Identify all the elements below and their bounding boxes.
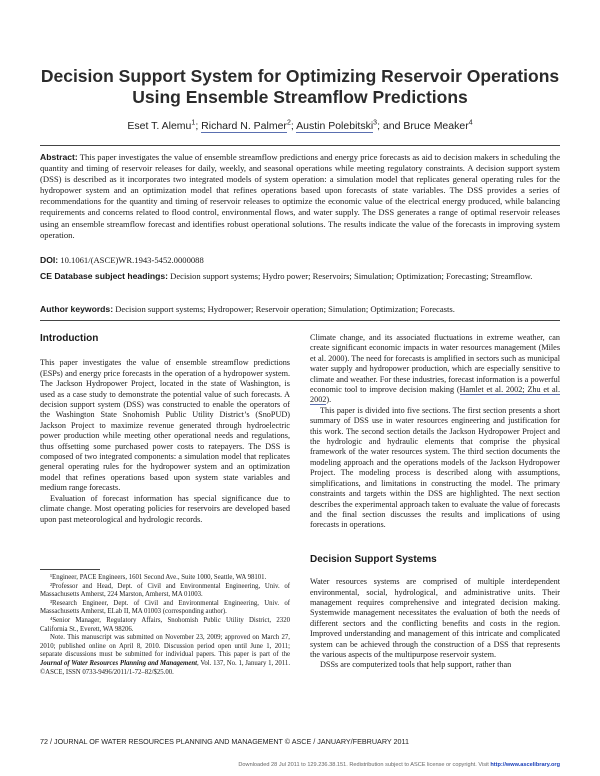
ce-headings <box>40 271 560 282</box>
intro-paragraph-1: This paper investigates the value of ensemble streamflow predictions (ESPs) and energy price forecasts in the operation of a hydropower system. The Jackson Hydropower Project, located in the state of Washington, is used as a case study to demonstrate the potential value of such forecasts. A decision support system (DSS) was constructed to enable the operators of the Washington State Snohomish Public Utility District’s (SnoPUD) Jackson Project to maximize revenue generated through hydroelectric power production while meeting other operational needs and regulations, thus offsetting some purchased power costs to ratepayers. The DSS is composed of two integrated components: a simulation model that replicates general operating rules for the hydropower system and an optimization model that refines operations based upon system state variables and medium range forecasts. <box>40 358 290 493</box>
footnote-rule <box>40 569 100 570</box>
author-3[interactable]: Austin Polebitski$^3$; and <box>296 119 404 132</box>
author-4: Bruce Meaker$^4$ <box>403 119 473 132</box>
right-paragraph-2: This paper is divided into five sections. The first section presents a short summary of DSS use in water resources engineering and justification for this work. The second section details the Jackson Hydropower Project and the hydrologic and hydraulic elements that comprise the physical framework of the water resources system. The third section documents the modeling approach and the operations models of the Jackson Hydropower Project. The modeling process is described along with assumptions, simplifications, and limitations in constructing the model. The primary constraints and targets within the DSS are highlighted. The next section describes the experimental approach taken to evaluate the value of forecasts and the final section discusses the results and implications of using forecasts in operations. <box>310 405 560 530</box>
asce-library-link[interactable]: http://www.ascelibrary.org <box>490 762 560 768</box>
introduction-heading: Introduction <box>40 333 99 344</box>
doi-line <box>40 255 560 266</box>
ce-value: Decision support systems; Hydro power; Reservoirs; Simulation; Optimization; Forecasting; Streamflow. <box>170 271 533 281</box>
dss-paragraph-1: Water resources systems are comprised of multiple interdependent environmental, social, hydrological, and administrative units. Their management requires comprehensive and integrated decision making. Systemwide management necessitates the evaluation of both the needs of different sectors and the conflicting benefits and costs in the region. Improved understanding and management of this intricate and complicated system can be achieved through the construction of a DSS that represents the various aspects of the multipurpose reservoir system. <box>310 577 560 659</box>
ce-label: CE Database subject headings: <box>40 271 168 281</box>
journal-name: Journal of Water Resources Planning and Management <box>40 659 198 667</box>
footnote-4: ⁴Senior Manager, Regulatory Affairs, Snohomish Public Utility District, 2320 California St., Everett, WA 98206. <box>40 616 290 633</box>
abstract <box>40 152 560 241</box>
intro-paragraph-2: Evaluation of forecast information has special significance due to climate change. Most operating policies for reservoirs are developed based upon past meteorological and hydrologic records. <box>40 493 290 524</box>
keywords-label: Author keywords: <box>40 304 114 314</box>
author-2[interactable]: Richard N. Palmer$^2$; <box>201 119 297 132</box>
abstract-text: This paper investigates the value of ensemble streamflow predictions and energy price forecasts as aid to decision makers in scheduling the quantity and timing of reservoir releases for daily, weekly, and seasonal operations while meeting regulatory constraints. A decision support system (DSS) is described as it incorporates two integrated models of system operation: a simulation model that replicates general operating rules for the hydropower system and an optimization model that refines operations based upon forecasts of state variables. The DSS provides a series of recommendations for the quantity and timing of reservoir releases to optimize the economic value of the electrical energy produced, while balancing requirements and concerns related to flood control, environmental flows, and water supply. The DSS generates a range of optimal reservoir releases using an ensemble streamflow forecast and identifies robust operational solutions. The results indicate the value of the forecasts in improving system operation. <box>40 152 561 240</box>
footnote-3: ³Research Engineer, Dept. of Civil and Environmental Engineering, Univ. of Massachusetts Amherst, ELab II, MA 01003 (corresponding author). <box>40 599 290 616</box>
submission-note: Note. This manuscript was submitted on November 23, 2009; approved on March 27, 2010; published online on April 8, 2010. Discussion period open until June 1, 2011; separate discussions must be submitted for individual papers. This paper is part of the Journal of Water Resources Planning and Management, Vol. 137, No. 1, January 1, 2011. ©ASCE, ISSN 0733-9496/2011/1-72–82/$25.00. <box>40 634 291 676</box>
author-keywords <box>40 304 560 315</box>
author-list <box>40 116 560 133</box>
abstract-top-rule <box>40 145 560 146</box>
dss-heading: Decision Support Systems <box>310 553 437 565</box>
doi-label: DOI: <box>40 255 59 265</box>
left-column <box>40 334 290 525</box>
author-1: Eset T. Alemu$^1$; <box>127 119 202 132</box>
citation-link[interactable]: Hamlet et al. 2002; Zhu et al. 2002 <box>310 385 560 405</box>
footnotes <box>40 574 290 677</box>
abstract-label: Abstract: <box>40 152 78 162</box>
page-footer: 72 / JOURNAL OF WATER RESOURCES PLANNING AND MANAGEMENT © ASCE / JANUARY/FEBRUARY 2011 <box>40 737 410 746</box>
dss-paragraph-2: DSSs are computerized tools that help support, rather than <box>320 660 512 670</box>
footnote-2: ²Professor and Head, Dept. of Civil and Environmental Engineering, Univ. of Massachusetts Amherst, 224 Marston, Amherst, MA 01003. <box>40 582 290 599</box>
footnote-1: ¹Engineer, PACE Engineers, 1601 Second Ave., Suite 1000, Seattle, WA 98101. <box>50 574 267 581</box>
abstract-bottom-rule <box>40 320 560 321</box>
download-notice: Downloaded 28 Jul 2011 to 129.236.38.151. Redistribution subject to ASCE license or copyright. Visit http://www.ascelibrary.org <box>238 762 560 768</box>
right-column <box>310 333 560 671</box>
right-paragraph-1: Climate change, and its associated fluctuations in extreme weather, can create significant economic impacts in water resources management (Miles et al. 2000). The need for forecasts is amplified in sectors such as municipal water supply and hydropower production, which are especially sensitive to climate and weather. For these industries, forecast information is a powerful economic tool to improve decision making (Hamlet et al. 2002; Zhu et al. 2002). <box>310 333 560 405</box>
doi-value[interactable]: 10.1061/(ASCE)WR.1943-5452.0000088 <box>60 255 204 265</box>
paper-title: Decision Support System for Optimizing Reservoir Operations Using Ensemble Streamflow Predictions <box>40 66 560 107</box>
keywords-value: Decision support systems; Hydropower; Reservoir operation; Simulation; Optimization; Forecasts. <box>115 304 455 314</box>
